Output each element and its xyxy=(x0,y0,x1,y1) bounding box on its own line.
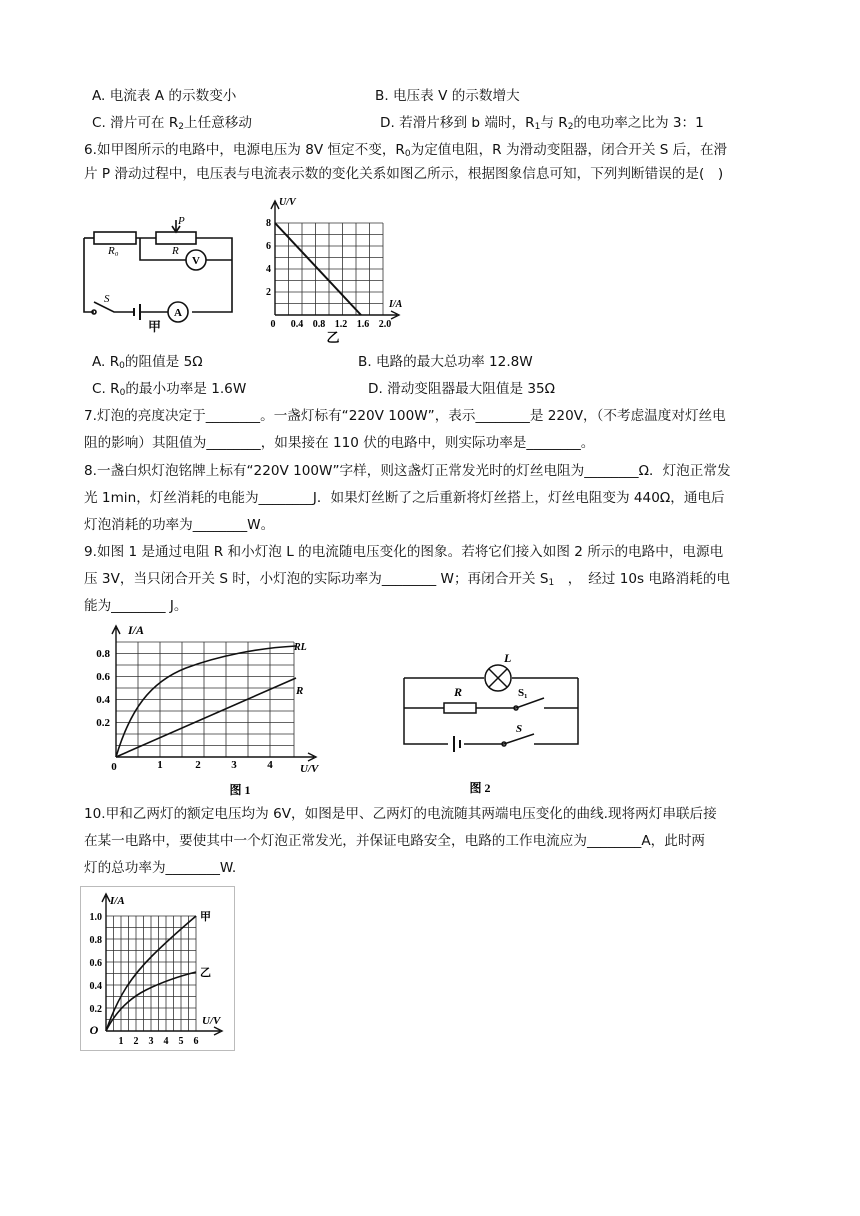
q9-iu-graph xyxy=(88,620,328,800)
y-tick: 8 xyxy=(266,218,271,229)
x-tick: 1 xyxy=(157,759,163,771)
x-tick: 3 xyxy=(231,759,237,771)
q6-circuit-diagram xyxy=(80,210,240,326)
x-tick: 1.2 xyxy=(334,319,348,330)
y-tick: 2 xyxy=(266,287,271,298)
q9-line-3: 能为________ J。 xyxy=(84,598,188,614)
x-tick: 0 xyxy=(270,319,276,330)
x-axis-label: I/A xyxy=(389,299,403,310)
q6-stem-line-2: 片 P 滑动过程中，电压表与电流表示数的变化关系如图乙所示，根据图象信息可知，下列判断错误的是( ) xyxy=(84,166,724,182)
q10-line-2: 在某一电路中，要使其中一个灯泡正常发光，并保证电路安全，电路的工作电流应为________A，此时两 xyxy=(84,833,706,849)
q6-ui-graph xyxy=(255,193,405,345)
q10-iu-graph xyxy=(80,886,236,1052)
x-tick: 6 xyxy=(193,1036,199,1047)
x-axis-label: U/V xyxy=(202,1015,221,1027)
x-tick: 1 xyxy=(118,1036,124,1047)
lamp-l-label: L xyxy=(504,651,512,665)
x-tick: 2 xyxy=(133,1036,139,1047)
y-tick: 0.8 xyxy=(96,648,110,660)
q6-option-d: D. 滑动变阻器最大阻值是 35Ω xyxy=(368,381,556,397)
x-tick: 0 xyxy=(111,761,117,773)
curve-label-r: R xyxy=(296,685,304,697)
slider-p-label: P xyxy=(178,215,185,227)
r0-label: R₀ xyxy=(108,245,119,257)
y-tick: 6 xyxy=(266,241,271,252)
switch-s-label: S xyxy=(104,293,110,305)
q5-option-a: A. 电流表 A 的示数变小 xyxy=(92,88,237,104)
q7-line-1: 7.灯泡的亮度决定于________。一盏灯标有“220V 100W”，表示________是 220V，（不考虑温度对灯丝电 xyxy=(84,408,726,424)
q6-circuit-caption: 甲 xyxy=(148,320,162,335)
x-axis-label: U/V xyxy=(300,763,319,775)
graph-caption: 乙 xyxy=(326,330,340,345)
y-tick: 0.6 xyxy=(89,958,102,969)
x-tick: 2 xyxy=(195,759,201,771)
switch-s1-label: S₁ xyxy=(518,687,528,699)
r-label: R xyxy=(172,245,179,257)
q8-line-3: 灯泡消耗的功率为________W。 xyxy=(84,517,275,533)
x-tick: 5 xyxy=(178,1036,184,1047)
q6-option-c: C. $R_0$的最小功率是 1.6W xyxy=(92,381,247,398)
q8-line-2: 光 1min，灯丝消耗的电能为________J．如果灯丝断了之后重新将灯丝搭上，灯丝电阻变为 440Ω，通电后 xyxy=(84,490,725,506)
q8-line-1: 8.一盏白炽灯泡铭牌上标有“220V 100W”字样，则这盏灯正常发光时的灯丝电阻为________Ω．灯泡正常发 xyxy=(84,463,731,479)
x-tick: 0.4 xyxy=(290,319,304,330)
graph-caption: 图 1 xyxy=(229,783,251,797)
x-tick: 0.8 xyxy=(312,319,326,330)
y-tick: 0.2 xyxy=(96,717,110,729)
q9-circuit-diagram xyxy=(398,650,588,800)
y-tick: 0.4 xyxy=(96,694,110,706)
y-tick: 0.6 xyxy=(96,671,110,683)
q6-option-b: B. 电路的最大总功率 12.8W xyxy=(358,354,533,370)
y-tick: 4 xyxy=(266,264,271,275)
circuit-caption: 图 2 xyxy=(469,781,491,795)
curve-label-jia: 甲 xyxy=(200,911,211,923)
resistor-r-label: R xyxy=(454,685,463,699)
origin-label: O xyxy=(89,1023,99,1037)
q6-option-a: A. $R_0$的阻值是 5Ω xyxy=(92,354,203,371)
q10-line-1: 10.甲和乙两灯的额定电压均为 6V，如图是甲、乙两灯的电流随其两端电压变化的曲线.现将两灯串联后接 xyxy=(84,806,717,822)
y-tick: 1.0 xyxy=(89,912,102,923)
y-axis-label: I/A xyxy=(110,895,125,907)
voltmeter-label: V xyxy=(192,255,200,267)
lamp-curve xyxy=(116,646,296,757)
y-axis-label: U/V xyxy=(279,197,296,208)
x-tick: 2.0 xyxy=(378,319,392,330)
y-axis-label: I/A xyxy=(128,623,145,637)
curve-label-yi: 乙 xyxy=(200,967,211,979)
x-tick: 1.6 xyxy=(356,319,370,330)
y-tick: 0.8 xyxy=(89,935,102,946)
q5-option-d: D. 若滑片移到 b 端时，$R_1$与 $R_2$的电功率之比为 3：1 xyxy=(380,115,704,132)
ammeter-label: A xyxy=(174,307,182,319)
y-tick: 0.4 xyxy=(89,981,102,992)
y-tick: 0.2 xyxy=(89,1004,102,1015)
q7-line-2: 阻的影响）其阻值为________，如果接在 110 伏的电路中，则实际功率是________。 xyxy=(84,435,595,451)
q9-line-2: 压 3V，当只闭合开关 S 时，小灯泡的实际功率为________ W；再闭合开关 $S_1$ ， 经过 10s 电路消耗的电 xyxy=(84,571,730,588)
x-tick: 4 xyxy=(267,759,273,771)
q10-line-3: 灯的总功率为________W. xyxy=(84,860,237,876)
switch-s-label: S xyxy=(516,723,523,735)
q9-line-1: 9.如图 1 是通过电阻 R 和小灯泡 L 的电流随电压变化的图象。若将它们接入如图 2 所示的电路中，电源电 xyxy=(84,544,724,560)
q5-option-b: B. 电压表 V 的示数增大 xyxy=(375,88,520,104)
q6-stem-line-1: 6.如甲图所示的电路中，电源电压为 8V 恒定不变，$R_0$为定值电阻，R 为滑动变阻器，闭合开关 S 后，在滑 xyxy=(84,142,728,159)
q5-option-c: C. 滑片可在 $R_2$上任意移动 xyxy=(92,115,252,132)
x-tick: 4 xyxy=(163,1036,169,1047)
curve-label-rl: RL xyxy=(294,642,307,653)
x-tick: 3 xyxy=(148,1036,154,1047)
